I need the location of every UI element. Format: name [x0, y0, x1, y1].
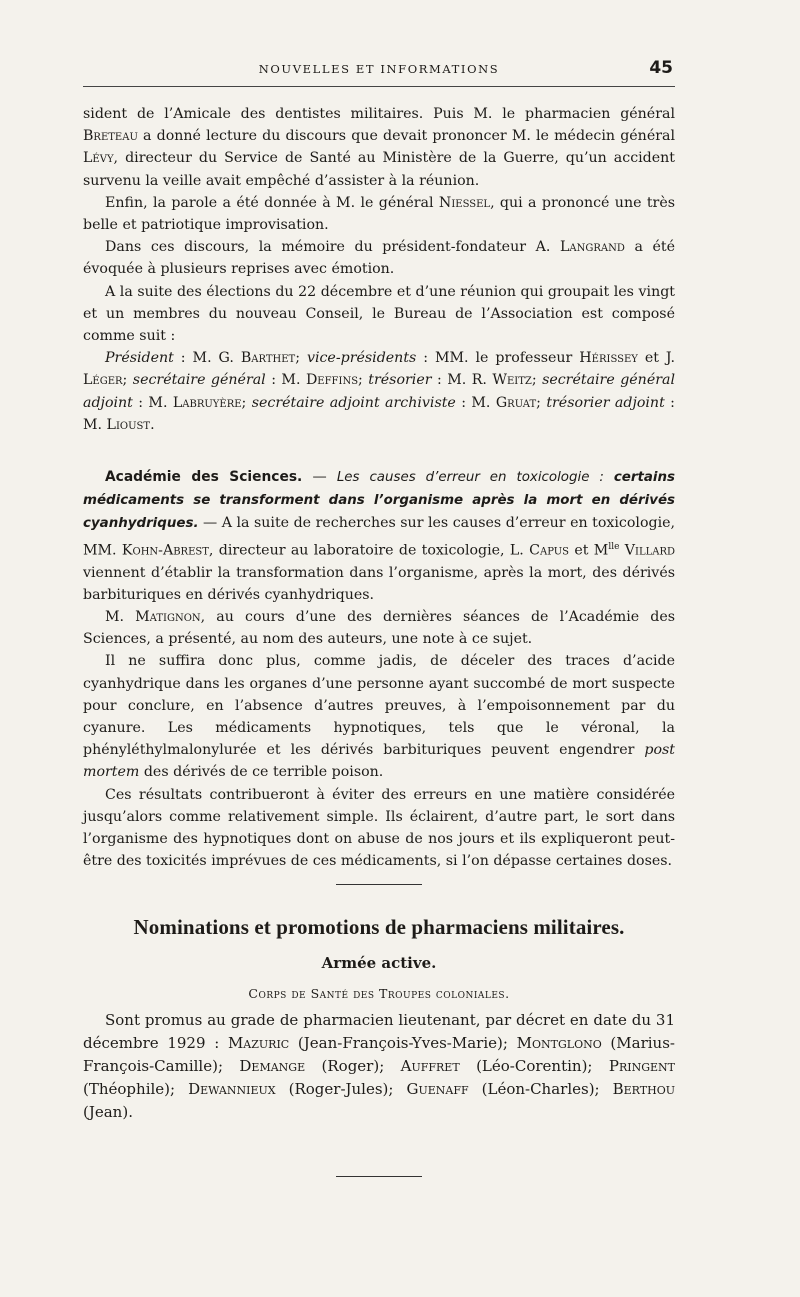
amicale-paragraph-4: A la suite des élections du 22 décembre et d’une réunion qui groupait les vingt et un membres du nouveau Conseil, le Bureau de l’Association est composé comme suit : — [83, 283, 675, 345]
academie-section — [83, 466, 675, 872]
end-divider — [336, 1176, 422, 1177]
person-name: Lévy — [83, 150, 114, 167]
corps-heading: Corps de Santé des Troupes coloniales. — [248, 986, 510, 1002]
amicale-section — [83, 103, 675, 436]
academie-paragraph-1: Académie des Sciences. — Les causes d’erreur en toxicologie : certains médicaments se transforment dans l’organisme après la mort en dérivés cyanhydriques. — A la suite de recherches sur les causes d’erreur en toxicologie, MM. Kohn-Abrest, directeur au laboratoire de toxicologie, L. Capus et $M^{lle}$ Villard viennent d’établir la transformation dans l’organisme, après la mort, des dérivés barbituriques en dérivés cyanhydriques. — [83, 469, 676, 603]
amicale-paragraph-1: sident de l’Amicale des dentistes militaires. Puis M. le pharmacien général Breteau a donné lecture du discours que devait prononcer M. le médecin général Lévy, directeur du Service de Santé au Ministère de la Guerre, qu’un accident survenu la veille avait empêché d’assister à la réunion. — [83, 106, 675, 189]
amicale-paragraph-2: Enfin, la parole a été donnée à M. le général Niessel, qui a prononcé une très belle et patriotique improvisation. — [83, 194, 676, 234]
promotions-section — [83, 1009, 675, 1124]
section-divider — [336, 884, 422, 885]
academie-paragraph-4: Ces résultats contribueront à éviter des erreurs en une matière considérée jusqu’alors comme relativement simple. Ils éclairent, d’autre part, le sort dans l’organisme des hypnotiques dont on abuse de nos jours et ils expliqueront peut-être des toxicités imprévues de ces médicaments, si l’on dépasse certaines doses. — [83, 786, 675, 870]
page-number: 45 — [649, 58, 673, 78]
academie-paragraph-3: Il ne suffira donc plus, comme jadis, de déceler des traces d’acide cyanhydrique dans les organes d’une personne ayant succombé de mort suspecte pour conclure, en l’absence d’autres preuves, à l’empoisonnement par du cyanure. Les médicaments hypnotiques, tels que le véronal, la phényléthylmalonylurée et les dérivés barbituriques peuvent engendrer post mortem des dérivés de ce terrible poison. — [83, 653, 675, 781]
academie-paragraph-2: M. Matignon, au cours d’une des dernières séances de l’Académie des Sciences, a présenté, au nom des auteurs, une note à ce sujet. — [83, 609, 676, 648]
amicale-paragraph-3: Dans ces discours, la mémoire du président-fondateur A. Langrand a été évoquée à plusieurs reprises avec émotion. — [83, 239, 675, 278]
subsection-title: Armée active. — [321, 954, 437, 973]
academie-heading: Académie des Sciences. — [105, 469, 303, 486]
page — [83, 52, 675, 1177]
person-name: Niessel — [438, 194, 491, 211]
section-title: Nominations et promotions de pharmaciens militaires. — [133, 915, 625, 940]
bureau-composition: Président : M. G. Barthet; vice-présidents : MM. le professeur Hérissey et J. Léger; secrétaire général : M. Deffins; trésorier : M. R. Weitz; secrétaire général adjoint : M. Labruyère; secrétaire adjoint archiviste : M. Gruat; trésorier adjoint : M. Lioust. — [83, 350, 675, 433]
person-name: Langrand — [559, 239, 625, 256]
person-name: Breteau — [83, 128, 138, 145]
promotions-paragraph: Sont promus au grade de pharmacien lieutenant, par décret en date du 31 décembre 1929 : Mazuric (Jean-François-Yves-Marie); Montglono (Marius-François-Camille); Demange (Roger); Auffret (Léo-Corentin); Pringent (Théophile); Dewannieux (Roger-Jules); Guenaff (Léon-Charles); Berthou (Jean). — [83, 1011, 676, 1122]
running-head: NOUVELLES ET INFORMATIONS — [258, 62, 500, 76]
page-header — [83, 52, 675, 87]
